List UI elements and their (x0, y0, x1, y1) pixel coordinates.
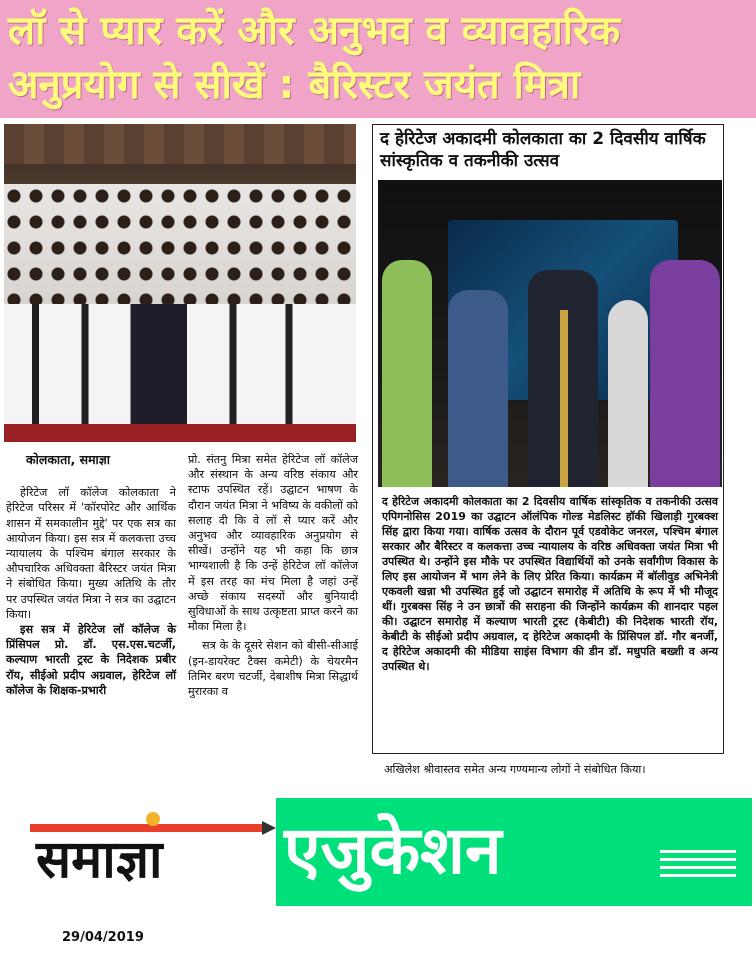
headline-banner (0, 0, 756, 118)
article-dateline: कोलकाता, समाज्ञा (26, 452, 111, 467)
right-article-title: द हेरिटेज अकादमी कोलकाता का 2 दिवसीय वार्षिक सांस्कृतिक व तकनीकी उत्सव (380, 129, 706, 171)
photo-lamp (560, 310, 568, 487)
photo-front-row (4, 304, 356, 442)
article-paragraph: प्रो. संतनु मित्रा समेत हेरिटेज लॉ कॉलेज और संस्थान के अन्य वरिष्ठ संकाय और स्टाफ उपस्थित रहें। उद्घाटन भाषण के दौरान जयंत मित्रा ने भविष्य के वकीलों को सलाह दी कि वे लॉ से प्यार करें और अनुभव और व्यावहारिक अनुप्रयोग से सीखें। उन्होंने यह भी कहा कि छात्र भाग्यशाली है कि उन्हें हेरिटेज लॉ कॉलेज में इस तरह का मंच मिला है जहां उन्हें अच्छे संकाय सदस्यों और बुनियादी सुविधाओं के साथ उत्कृष्टता प्राप्त करने का मौका मिला है। (188, 453, 358, 634)
decorative-lines (660, 850, 736, 880)
photo-ceiling (4, 124, 356, 164)
sun-icon (146, 812, 160, 826)
article-continuation: अखिलेश श्रीवास्तव समेत अन्य गण्यमान्य लोगों ने संबोधित किया। (384, 763, 646, 776)
heritage-academy-event-photo (378, 180, 722, 487)
law-college-group-photo (4, 124, 356, 442)
photo-audience (4, 184, 356, 304)
article-paragraph: इस सत्र में हेरिटेज लॉ कॉलेज के प्रिंसिपल प्रो. डॉ. एस.एस.चटर्जी, कल्याण भारती ट्रस्ट के निदेशक प्रबीर रॉय, सीईओ प्रदीप अग्रवाल, हेरिटेज लॉ कॉलेज के शिक्षक-प्रभारी (6, 623, 176, 697)
headline-line-2: अनुप्रयोग से सीखें : बैरिस्टर जयंत मित्रा (8, 62, 581, 108)
left-article-col-2 (188, 452, 358, 699)
article-paragraph: हेरिटेज लॉ कॉलेज कोलकाता ने हेरिटेज परिसर में 'कॉरपोरेट और आर्थिक शासन में समकालीन मुद्दे' पर एक सत्र का आयोजन किया। इस सत्र में कलकत्ता उच्च न्यायालय के पश्चिम बंगाल सरकार के औपचारिक अधिवक्ता बैरिस्टर जयंत मित्रा ने संबोधित किया। मुख्य अतिथि के तौर पर उपस्थित जयंत मित्रा ने सत्र का उद्घाटन किया। (6, 486, 176, 621)
publication-date: 29/04/2019 (62, 930, 144, 945)
education-section-banner (276, 798, 752, 906)
headline-line-1: लॉ से प्यार करें और अनुभव व व्यावहारिक (8, 8, 621, 54)
photo-person (382, 260, 432, 487)
photo-person (448, 290, 508, 487)
samagya-logo (30, 820, 270, 890)
samagya-logo-text: समाज्ञा (36, 830, 163, 890)
pen-nib-icon (262, 821, 276, 835)
photo-chairs (4, 424, 356, 442)
right-article-body: द हेरिटेज अकादमी कोलकाता का 2 दिवसीय वार्षिक सांस्कृतिक व तकनीकी उत्सव एपिगनोसिस 2019 का उद्घाटन ऑलंपिक गोल्ड मेडलिस्ट हॉकी खिलाड़ी गुरबक्श सिंह द्वारा किया गया। वार्षिक उत्सव के दौरान पूर्व एडवोकेट जनरल, पश्चिम बंगाल सरकार और बैरिस्टर व कलकत्ता उच्च न्यायालय के वरिष्ठ अधिवक्ता जयंत मित्रा भी उपस्थित थे। उन्होंने इस मौके पर उपस्थित विद्यार्थियों को उनके सर्वांगीण विकास के लिए इस आयोजन में भाग लेने के लिए प्रेरित किया। कार्यक्रम में बॉलीवुड अभिनेत्री एकवली खन्ना भी उपस्थित हुई जो उद्घाटन समारोह में अतिथि के रूप में भी मौजूद थीं। गुरबक्स सिंह ने उन छात्रों की सराहना की जिन्होंने कार्यक्रम की शानदार पहल की। उद्घाटन समारोह में कल्याण भारती ट्रस्ट (केबीटी) की निदेशक भारती रॉय, केबीटी के सीईओ प्रदीप अग्रवाल, द हेरिटेज अकादमी के प्रिंसिपल डॉ. गौर बनर्जी, द हेरिटेज अकादमी की मीडिया साइंस विभाग की डीन डॉ. मधुपति बख्शी व अन्य उपस्थित थे। (382, 495, 718, 673)
photo-person (608, 300, 648, 487)
photo-person (650, 260, 720, 487)
article-paragraph: सत्र के के दूसरे सेशन को बीसी-सीआई (इन-डायरेक्ट टैक्स कमेटी) के चेयरमैन तिमिर बरण चटर्जी, देबाशीष मित्रा सिद्धार्थ मुरारका व (188, 639, 358, 699)
left-article-col-1 (6, 452, 176, 698)
education-banner-text: एजुकेशन (284, 812, 502, 889)
